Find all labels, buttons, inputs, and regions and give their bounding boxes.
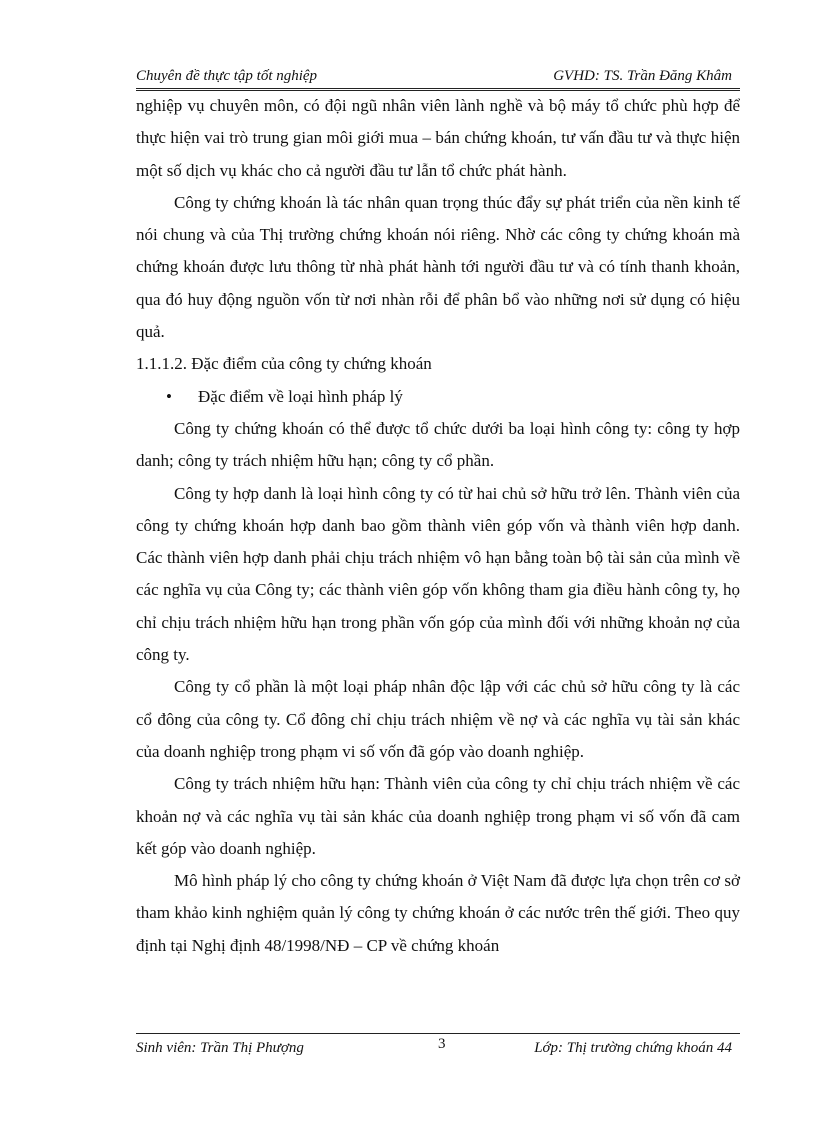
bullet-text: Đặc điểm về loại hình pháp lý [198,386,403,406]
document-body [136,90,740,962]
footer-class: Lớp: Thị trường chứng khoán 44 [534,1040,732,1056]
section-heading: 1.1.1.2. Đặc điểm của công ty chứng khoán [136,354,432,374]
page-header [136,66,740,91]
page-footer [136,1033,740,1064]
header-supervisor: GVHD: TS. Trần Đăng Khâm [553,68,732,84]
header-document-title: Chuyên đề thực tập tốt nghiệp [136,68,318,84]
paragraph-partnership: Công ty hợp danh là loại hình công ty có từ hai chủ sở hữu trở lên. Thành viên của công ty chứng khoán hợp danh bao gồm thành viên góp vốn và thành viên hợp danh. Các thành viên hợp danh phải chịu trách nhiệm vô hạn bằng toàn bộ tài sản của mình về các nghĩa vụ của Công ty; các thành viên góp vốn không tham gia điều hành công ty, họ chỉ chịu trách nhiệm hữu hạn trong phần vốn góp của mình đối với những khoản nợ của công ty. [136,483,740,665]
bullet-item [136,381,740,413]
footer-student: Sinh viên: Trần Thị Phượng [136,1040,304,1056]
paragraph-continuation: nghiệp vụ chuyên môn, có đội ngũ nhân viên lành nghề và bộ máy tổ chức phù hợp để thực hiện vai trò trung gian môi giới mua – bán chứng khoán, tư vấn đầu tư và thực hiện một số dịch vụ khác cho cả người đầu tư lẫn tổ chức phát hành. [136,96,740,180]
page-number: 3 [438,1036,446,1052]
paragraph-joint-stock: Công ty cổ phần là một loại pháp nhân độc lập với các chủ sở hữu công ty là các cổ đông của công ty. Cổ đông chỉ chịu trách nhiệm về nợ và các nghĩa vụ tài sản khác của doanh nghiệp trong phạm vi số vốn đã góp vào doanh nghiệp. [136,677,740,761]
paragraph-legal-model: Mô hình pháp lý cho công ty chứng khoán ở Việt Nam đã được lựa chọn trên cơ sở tham khảo kinh nghiệm quản lý công ty chứng khoán ở các nước trên thế giới. Theo quy định tại Nghị định 48/1998/NĐ – CP về chứng khoán [136,871,740,955]
paragraph-company-types: Công ty chứng khoán có thể được tổ chức dưới ba loại hình công ty: công ty hợp danh; công ty trách nhiệm hữu hạn; công ty cổ phần. [136,418,740,471]
paragraph-limited-liability: Công ty trách nhiệm hữu hạn: Thành viên của công ty chỉ chịu trách nhiệm về các khoản nợ và các nghĩa vụ tài sản khác của doanh nghiệp trong phạm vi số vốn đã cam kết góp vào doanh nghiệp. [136,774,740,858]
paragraph-role: Công ty chứng khoán là tác nhân quan trọng thúc đẩy sự phát triển của nền kinh tế nói chung và của Thị trường chứng khoán nói riêng. Nhờ các công ty chứng khoán mà chứng khoán được lưu thông từ nhà phát hành tới người đầu tư và có tính thanh khoản, qua đó huy động nguồn vốn từ nơi nhàn rỗi để phân bổ vào những nơi sử dụng có hiệu quả. [136,192,740,342]
bullet-icon: • [166,386,172,406]
